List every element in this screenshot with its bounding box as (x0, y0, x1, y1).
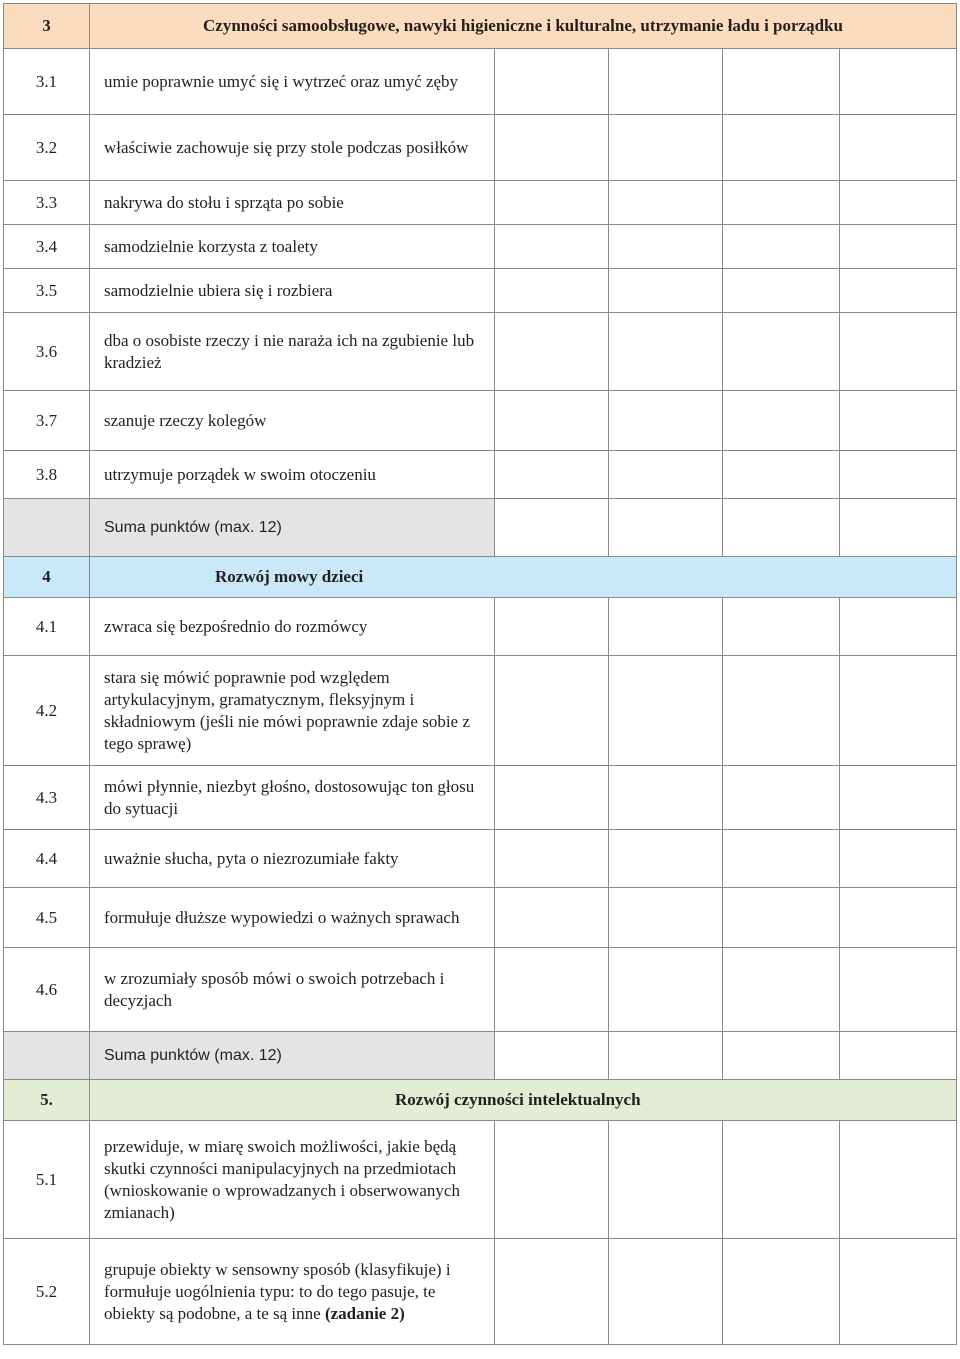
table-row (4, 1239, 957, 1345)
item-number: 4.5 (4, 888, 90, 948)
table-row (4, 888, 957, 948)
sum-cell[interactable] (609, 499, 723, 557)
table-row (4, 225, 957, 269)
score-cell[interactable] (723, 1239, 840, 1345)
item-text: zwraca się bezpośrednio do rozmówcy (90, 598, 495, 656)
score-cell[interactable] (609, 1239, 723, 1345)
assessment-table (3, 3, 957, 1345)
score-cell[interactable] (840, 451, 957, 499)
score-cell[interactable] (840, 1121, 957, 1239)
item-number: 5.2 (4, 1239, 90, 1345)
sum-spacer (4, 1032, 90, 1080)
score-cell[interactable] (609, 49, 723, 115)
score-cell[interactable] (723, 49, 840, 115)
score-cell[interactable] (495, 948, 609, 1032)
score-cell[interactable] (723, 115, 840, 181)
score-cell[interactable] (609, 888, 723, 948)
score-cell[interactable] (840, 115, 957, 181)
score-cell[interactable] (840, 391, 957, 451)
score-cell[interactable] (609, 948, 723, 1032)
item-number: 3.3 (4, 181, 90, 225)
item-text: nakrywa do stołu i sprząta po sobie (90, 181, 495, 225)
score-cell[interactable] (840, 313, 957, 391)
sum-cell[interactable] (840, 1032, 957, 1080)
item-text: w zrozumiały sposób mówi o swoich potrzebach i decyzjach (90, 948, 495, 1032)
score-cell[interactable] (495, 888, 609, 948)
score-cell[interactable] (609, 269, 723, 313)
item-number: 5.1 (4, 1121, 90, 1239)
table-row (4, 391, 957, 451)
item-number: 3.1 (4, 49, 90, 115)
table-row (4, 830, 957, 888)
score-cell[interactable] (723, 313, 840, 391)
score-cell[interactable] (723, 830, 840, 888)
score-cell[interactable] (723, 391, 840, 451)
score-cell[interactable] (609, 656, 723, 766)
score-cell[interactable] (840, 49, 957, 115)
sum-cell[interactable] (495, 499, 609, 557)
item-number: 3.6 (4, 313, 90, 391)
item-text: przewiduje, w miarę swoich możliwości, jakie będą skutki czynności manipulacyjnych na przedmiotach (wnioskowanie o wprowadzanych i obserwowanych zmianach) (90, 1121, 495, 1239)
score-cell[interactable] (723, 269, 840, 313)
score-cell[interactable] (840, 766, 957, 830)
score-cell[interactable] (723, 225, 840, 269)
score-cell[interactable] (723, 181, 840, 225)
section-title: Czynności samoobsługowe, nawyki higieniczne i kulturalne, utrzymanie ładu i porządku (90, 4, 957, 49)
item-text: właściwie zachowuje się przy stole podczas posiłków (90, 115, 495, 181)
score-cell[interactable] (495, 451, 609, 499)
sum-row (4, 1032, 957, 1080)
sum-label: Suma punktów (max. 12) (90, 1032, 495, 1080)
sum-cell[interactable] (723, 499, 840, 557)
table-row (4, 766, 957, 830)
score-cell[interactable] (495, 49, 609, 115)
score-cell[interactable] (495, 656, 609, 766)
task-reference: (zadanie 2) (324, 1303, 405, 1323)
item-text: formułuje dłuższe wypowiedzi o ważnych sprawach (90, 888, 495, 948)
item-number: 4.2 (4, 656, 90, 766)
item-text: umie poprawnie umyć się i wytrzeć oraz umyć zęby (90, 49, 495, 115)
section-header-4 (4, 557, 957, 598)
table-row (4, 1121, 957, 1239)
item-number: 3.7 (4, 391, 90, 451)
item-text: mówi płynnie, niezbyt głośno, dostosowując ton głosu do sytuacji (90, 766, 495, 830)
item-number: 3.5 (4, 269, 90, 313)
score-cell[interactable] (840, 656, 957, 766)
item-number: 3.2 (4, 115, 90, 181)
item-text: stara się mówić poprawnie pod względem artykulacyjnym, gramatycznym, fleksyjnym i składniowym (jeśli nie mówi poprawnie zdaje sobie z tego sprawę) (90, 656, 495, 766)
score-cell[interactable] (495, 181, 609, 225)
item-number: 4.6 (4, 948, 90, 1032)
score-cell[interactable] (495, 598, 609, 656)
item-number: 4.3 (4, 766, 90, 830)
sum-cell[interactable] (723, 1032, 840, 1080)
section-number: 3 (4, 4, 90, 49)
score-cell[interactable] (723, 656, 840, 766)
score-cell[interactable] (723, 888, 840, 948)
item-number: 3.4 (4, 225, 90, 269)
score-cell[interactable] (840, 269, 957, 313)
score-cell[interactable] (495, 269, 609, 313)
score-cell[interactable] (840, 225, 957, 269)
score-cell[interactable] (723, 1121, 840, 1239)
score-cell[interactable] (609, 830, 723, 888)
score-cell[interactable] (609, 391, 723, 451)
section-title: Rozwój czynności intelektualnych (90, 1080, 957, 1121)
table-row (4, 451, 957, 499)
item-text: samodzielnie ubiera się i rozbiera (90, 269, 495, 313)
table-row (4, 948, 957, 1032)
section-header-3 (4, 4, 957, 49)
score-cell[interactable] (609, 115, 723, 181)
score-cell[interactable] (495, 1239, 609, 1345)
table-row (4, 313, 957, 391)
score-cell[interactable] (495, 1121, 609, 1239)
sum-row (4, 499, 957, 557)
item-text: samodzielnie korzysta z toalety (90, 225, 495, 269)
section-number: 5. (4, 1080, 90, 1121)
section-number: 4 (4, 557, 90, 598)
score-cell[interactable] (495, 830, 609, 888)
section-header-5 (4, 1080, 957, 1121)
score-cell[interactable] (723, 948, 840, 1032)
table-row (4, 269, 957, 313)
score-cell[interactable] (495, 225, 609, 269)
score-cell[interactable] (609, 181, 723, 225)
score-cell[interactable] (840, 888, 957, 948)
table-row (4, 49, 957, 115)
sum-cell[interactable] (840, 499, 957, 557)
score-cell[interactable] (723, 451, 840, 499)
score-cell[interactable] (840, 181, 957, 225)
item-text: szanuje rzeczy kolegów (90, 391, 495, 451)
table-row (4, 181, 957, 225)
score-cell[interactable] (723, 766, 840, 830)
item-number: 4.4 (4, 830, 90, 888)
item-text: utrzymuje porządek w swoim otoczeniu (90, 451, 495, 499)
score-cell[interactable] (840, 598, 957, 656)
table-row (4, 115, 957, 181)
score-cell[interactable] (609, 451, 723, 499)
section-title: Rozwój mowy dzieci (90, 557, 957, 598)
sum-cell[interactable] (495, 1032, 609, 1080)
score-cell[interactable] (609, 766, 723, 830)
table-row (4, 598, 957, 656)
item-number: 4.1 (4, 598, 90, 656)
sum-spacer (4, 499, 90, 557)
score-cell[interactable] (609, 313, 723, 391)
score-cell[interactable] (723, 598, 840, 656)
score-cell[interactable] (840, 1239, 957, 1345)
score-cell[interactable] (495, 313, 609, 391)
score-cell[interactable] (495, 766, 609, 830)
score-cell[interactable] (609, 225, 723, 269)
item-text-main: grupuje obiekty w sensowny sposób (klasyfikuje) i formułuje uogólnienia typu: to do tego pasuje, te obiekty są podobne, a te są inne (104, 1259, 451, 1323)
sum-label: Suma punktów (max. 12) (90, 499, 495, 557)
score-cell[interactable] (495, 391, 609, 451)
score-cell[interactable] (840, 948, 957, 1032)
score-cell[interactable] (609, 1121, 723, 1239)
score-cell[interactable] (495, 115, 609, 181)
item-text: dba o osobiste rzeczy i nie naraża ich na zgubienie lub kradzież (90, 313, 495, 391)
sum-cell[interactable] (609, 1032, 723, 1080)
item-text (90, 1239, 495, 1345)
table-row (4, 656, 957, 766)
item-number: 3.8 (4, 451, 90, 499)
item-text: uważnie słucha, pyta o niezrozumiałe fakty (90, 830, 495, 888)
score-cell[interactable] (609, 598, 723, 656)
score-cell[interactable] (840, 830, 957, 888)
